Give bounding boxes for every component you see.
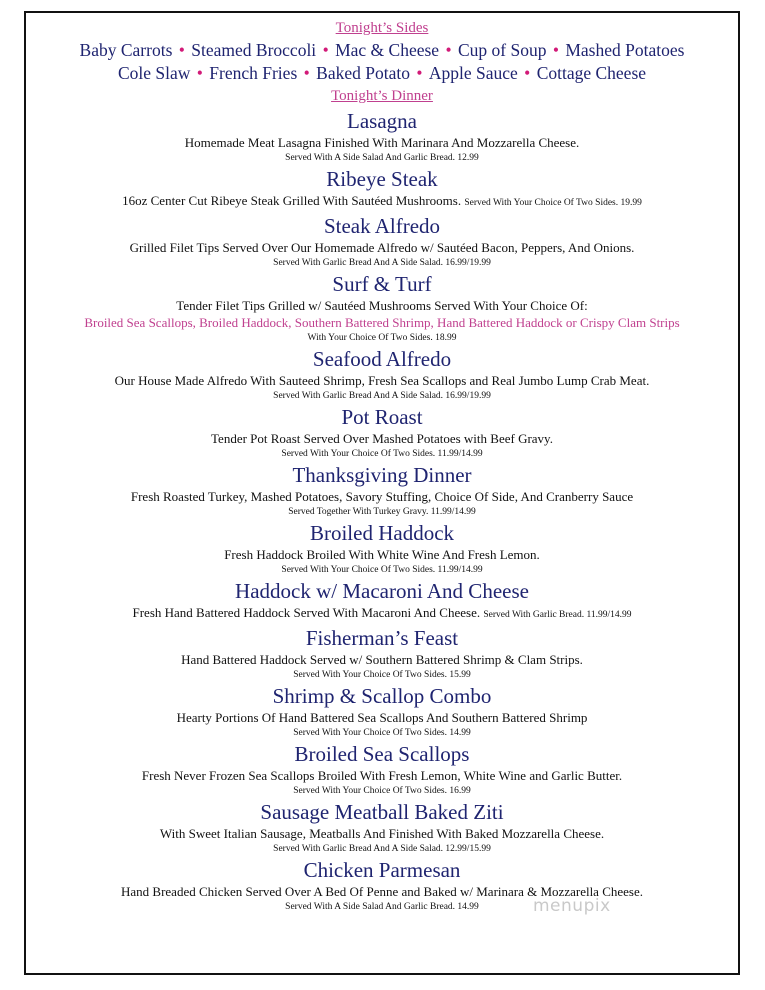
side-item: Mashed Potatoes xyxy=(565,40,685,60)
dish-note: Served With A Side Salad And Garlic Bread. 12.99 xyxy=(285,153,479,163)
side-item: Baked Potato xyxy=(316,63,410,83)
dish-name: Broiled Haddock xyxy=(309,521,455,545)
dish-name: Sausage Meatball Baked Ziti xyxy=(260,800,504,824)
side-item: Baby Carrots xyxy=(79,40,173,60)
menupix-watermark: menupix xyxy=(533,896,611,916)
dish-note: Served Together With Turkey Gravy. 11.99/14.99 xyxy=(288,507,476,517)
side-item: Cup of Soup xyxy=(457,40,547,60)
dish-note: Served With Garlic Bread. 11.99/14.99 xyxy=(483,610,632,620)
dish-description: Hand Breaded Chicken Served Over A Bed Of Penne and Baked w/ Marinara & Mozzarella Cheese. xyxy=(121,884,643,899)
dish-thanksgiving-dinner xyxy=(26,463,738,519)
dish-note: Served With Your Choice Of Two Sides. 16.99 xyxy=(293,786,471,796)
dish-name: Lasagna xyxy=(347,109,417,133)
side-item: Cottage Cheese xyxy=(536,63,647,83)
dish-haddock-mac-and-cheese xyxy=(26,579,738,624)
dish-description: Fresh Never Frozen Sea Scallops Broiled With Fresh Lemon, White Wine and Garlic Butter. xyxy=(141,768,623,783)
dish-description: Fresh Roasted Turkey, Mashed Potatoes, Savory Stuffing, Choice Of Side, And Cranberry Sauce xyxy=(130,489,634,504)
dish-name: Surf & Turf xyxy=(332,272,432,296)
dish-description: Fresh Hand Battered Haddock Served With Macaroni And Cheese. xyxy=(132,605,481,620)
side-item: Apple Sauce xyxy=(428,63,518,83)
dish-description: Tender Pot Roast Served Over Mashed Potatoes with Beef Gravy. xyxy=(211,431,553,446)
dish-sausage-meatball-ziti xyxy=(26,800,738,856)
dish-description: Hand Battered Haddock Served w/ Southern Battered Shrimp & Clam Strips. xyxy=(181,652,583,667)
dish-pot-roast xyxy=(26,405,738,461)
side-item: Cole Slaw xyxy=(117,63,191,83)
dish-note: Served With Garlic Bread And A Side Salad. 16.99/19.99 xyxy=(273,391,491,401)
dish-name: Thanksgiving Dinner xyxy=(292,463,472,487)
dish-description: Hearty Portions Of Hand Battered Sea Scallops And Southern Battered Shrimp xyxy=(176,710,588,725)
bullet-icon: • xyxy=(519,63,535,83)
dish-lasagna xyxy=(26,109,738,165)
dish-description: Tender Filet Tips Grilled w/ Sautéed Mushrooms Served With Your Choice Of: xyxy=(176,298,588,313)
bullet-icon: • xyxy=(411,63,427,83)
dish-ribeye-steak xyxy=(26,167,738,212)
dish-choices: Broiled Sea Scallops, Broiled Haddock, Southern Battered Shrimp, Hand Battered Haddock or Crispy Clam Strips xyxy=(84,315,680,330)
dish-name: Seafood Alfredo xyxy=(312,347,452,371)
dish-description: With Sweet Italian Sausage, Meatballs And Finished With Baked Mozzarella Cheese. xyxy=(159,826,605,841)
bullet-icon: • xyxy=(192,63,208,83)
dish-steak-alfredo xyxy=(26,214,738,270)
dish-description: Homemade Meat Lasagna Finished With Marinara And Mozzarella Cheese. xyxy=(184,135,580,150)
dish-broiled-haddock xyxy=(26,521,738,577)
dish-note: Served With Garlic Bread And A Side Salad. 12.99/15.99 xyxy=(273,844,491,854)
dish-note: Served With Your Choice Of Two Sides. 14.99 xyxy=(293,728,471,738)
dish-note: Served With Your Choice Of Two Sides. 19.99 xyxy=(464,198,642,208)
dish-shrimp-scallop-combo xyxy=(26,684,738,740)
bullet-icon: • xyxy=(548,40,564,60)
dish-description-line xyxy=(26,192,738,212)
dish-description: Grilled Filet Tips Served Over Our Homemade Alfredo w/ Sautéed Bacon, Peppers, And Onions. xyxy=(129,240,635,255)
dish-broiled-sea-scallops xyxy=(26,742,738,798)
bullet-icon: • xyxy=(299,63,315,83)
dish-note: Served With Garlic Bread And A Side Salad. 16.99/19.99 xyxy=(273,258,491,268)
dish-name: Broiled Sea Scallops xyxy=(294,742,470,766)
dish-surf-and-turf xyxy=(26,272,738,345)
dish-note: Served With Your Choice Of Two Sides. 15.99 xyxy=(293,670,471,680)
dish-note: Served With Your Choice Of Two Sides. 11.99/14.99 xyxy=(281,565,483,575)
dish-seafood-alfredo xyxy=(26,347,738,403)
side-item: Mac & Cheese xyxy=(335,40,440,60)
sides-title: Tonight’s Sides xyxy=(335,20,429,36)
dinner-title: Tonight’s Dinner xyxy=(331,88,433,104)
dish-description-line xyxy=(26,604,738,624)
dish-chicken-parmesan xyxy=(26,858,738,914)
dish-name: Chicken Parmesan xyxy=(303,858,461,882)
dish-name: Haddock w/ Macaroni And Cheese xyxy=(235,579,529,603)
dish-name: Ribeye Steak xyxy=(326,167,438,191)
dish-description: Our House Made Alfredo With Sauteed Shrimp, Fresh Sea Scallops and Real Jumbo Lump Crab Meat. xyxy=(114,373,650,388)
dish-fishermans-feast xyxy=(26,626,738,682)
dish-description: 16oz Center Cut Ribeye Steak Grilled With Sautéed Mushrooms. xyxy=(122,193,462,208)
side-item: French Fries xyxy=(209,63,298,83)
side-item: Steamed Broccoli xyxy=(191,40,317,60)
sides-line-1 xyxy=(26,39,738,62)
dish-note: With Your Choice Of Two Sides. 18.99 xyxy=(307,333,457,343)
dish-name: Steak Alfredo xyxy=(323,214,441,238)
dish-name: Shrimp & Scallop Combo xyxy=(272,684,492,708)
dish-note: Served With A Side Salad And Garlic Bread. 14.99 xyxy=(285,902,479,912)
dish-name: Pot Roast xyxy=(341,405,423,429)
bullet-icon: • xyxy=(174,40,190,60)
bullet-icon: • xyxy=(441,40,456,60)
menu-page xyxy=(26,17,738,914)
bullet-icon: • xyxy=(318,40,334,60)
dish-name: Fisherman’s Feast xyxy=(305,626,459,650)
dish-description: Fresh Haddock Broiled With White Wine And Fresh Lemon. xyxy=(224,547,540,562)
dish-note: Served With Your Choice Of Two Sides. 11.99/14.99 xyxy=(281,449,483,459)
sides-line-2 xyxy=(26,62,738,85)
